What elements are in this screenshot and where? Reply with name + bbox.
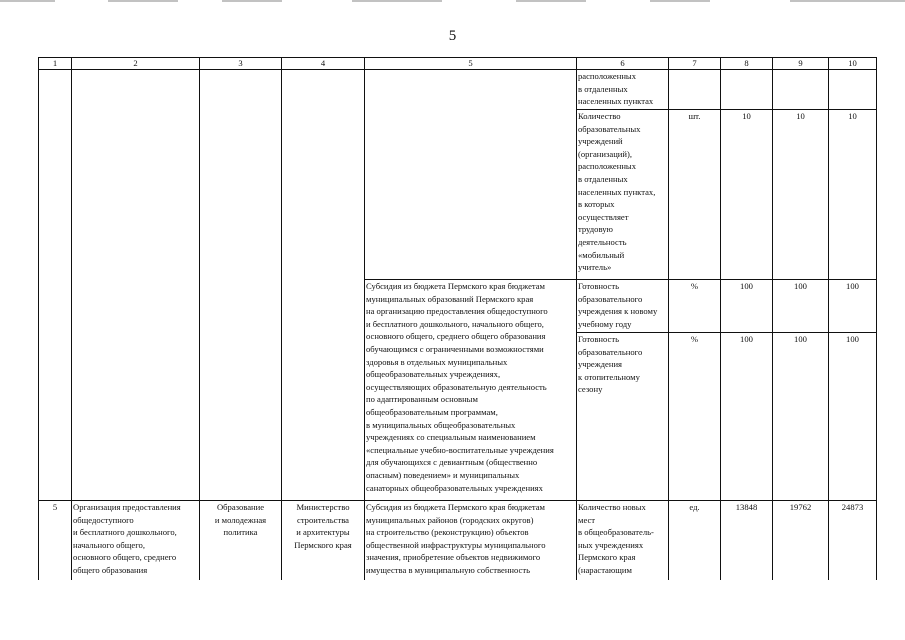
cell-indicator: Готовность образовательного учреждения к новому учебному году bbox=[577, 280, 669, 333]
column-number: 2 bbox=[72, 58, 200, 70]
column-number: 4 bbox=[282, 58, 365, 70]
cell-sphere: Образование и молодежная политика bbox=[200, 501, 282, 581]
cell-agency: Министерство строительства и архитектуры Пермского края bbox=[282, 501, 365, 581]
cell-v9 bbox=[773, 70, 829, 110]
cell-v9: 100 bbox=[773, 333, 829, 501]
cell-v9: 10 bbox=[773, 110, 829, 280]
cell-unit: ед. bbox=[669, 501, 721, 581]
cell-indicator: Готовность образовательного учреждения к отопительному сезону bbox=[577, 333, 669, 501]
cell-v10 bbox=[829, 70, 877, 110]
table-row bbox=[39, 501, 877, 581]
column-number: 6 bbox=[577, 58, 669, 70]
cell-v8: 13848 bbox=[721, 501, 773, 581]
cell-agency bbox=[282, 70, 365, 501]
program-table bbox=[38, 57, 877, 581]
column-number: 5 bbox=[365, 58, 577, 70]
cell-v10: 10 bbox=[829, 110, 877, 280]
cell-num: 5 bbox=[39, 501, 72, 581]
cell-v10: 100 bbox=[829, 333, 877, 501]
column-number: 1 bbox=[39, 58, 72, 70]
cell-num bbox=[39, 70, 72, 501]
cell-v10: 24873 bbox=[829, 501, 877, 581]
cell-v8: 100 bbox=[721, 333, 773, 501]
page-number: 5 bbox=[448, 28, 457, 44]
column-number: 7 bbox=[669, 58, 721, 70]
table-row bbox=[39, 70, 877, 110]
column-number: 9 bbox=[773, 58, 829, 70]
cell-unit: % bbox=[669, 280, 721, 333]
column-number: 10 bbox=[829, 58, 877, 70]
cell-v8: 100 bbox=[721, 280, 773, 333]
cell-sphere bbox=[200, 70, 282, 501]
cell-unit bbox=[669, 70, 721, 110]
cell-measure bbox=[365, 70, 577, 280]
column-number: 3 bbox=[200, 58, 282, 70]
cell-measure: Субсидия из бюджета Пермского края бюджетам муниципальных образований Пермского края на организацию предоставления общедоступного и бесплатного дошкольного, начального общего, основного общего, среднего общего образования обучающимся с ограниченными возможностями здоровья в отдельных муниципальных общеобразовательных учреждениях, осуществляющих образовательную деятельность по адаптированным основным общеобразовательным программам, в муниципальных общеобразовательных учреждениях со специальным наименованием «специальные учебно-воспитательные учреждения для обучающихся с девиантным (общественно опасным) поведением» и муниципальных санаторных общеобразовательных учреждениях bbox=[365, 280, 577, 501]
page-bottom-margin bbox=[0, 580, 905, 640]
cell-v8 bbox=[721, 70, 773, 110]
cell-v10: 100 bbox=[829, 280, 877, 333]
cell-indicator: расположенных в отдаленных населенных пунктах bbox=[577, 70, 669, 110]
cell-v8: 10 bbox=[721, 110, 773, 280]
cell-unit: % bbox=[669, 333, 721, 501]
cell-v9: 19762 bbox=[773, 501, 829, 581]
cell-indicator: Количество образовательных учреждений (организаций), расположенных в отдаленных населенных пунктах, в которых осуществляет трудовую деятельность «мобильный учитель» bbox=[577, 110, 669, 280]
cell-v9: 100 bbox=[773, 280, 829, 333]
cell-measure: Субсидия из бюджета Пермского края бюджетам муниципальных районов (городских округов) на строительство (реконструкцию) объектов общественной инфраструктуры муниципального значения, приобретение объектов недвижимого имущества в муниципальную собственность bbox=[365, 501, 577, 581]
column-number-row bbox=[39, 58, 877, 70]
cell-task bbox=[72, 70, 200, 501]
cell-indicator: Количество новых мест в общеобразователь- ных учреждениях Пермского края (нарастающим bbox=[577, 501, 669, 581]
column-number: 8 bbox=[721, 58, 773, 70]
cell-task: Организация предоставления общедоступного и бесплатного дошкольного, начального общего, основного общего, среднего общего образования bbox=[72, 501, 200, 581]
cell-unit: шт. bbox=[669, 110, 721, 280]
